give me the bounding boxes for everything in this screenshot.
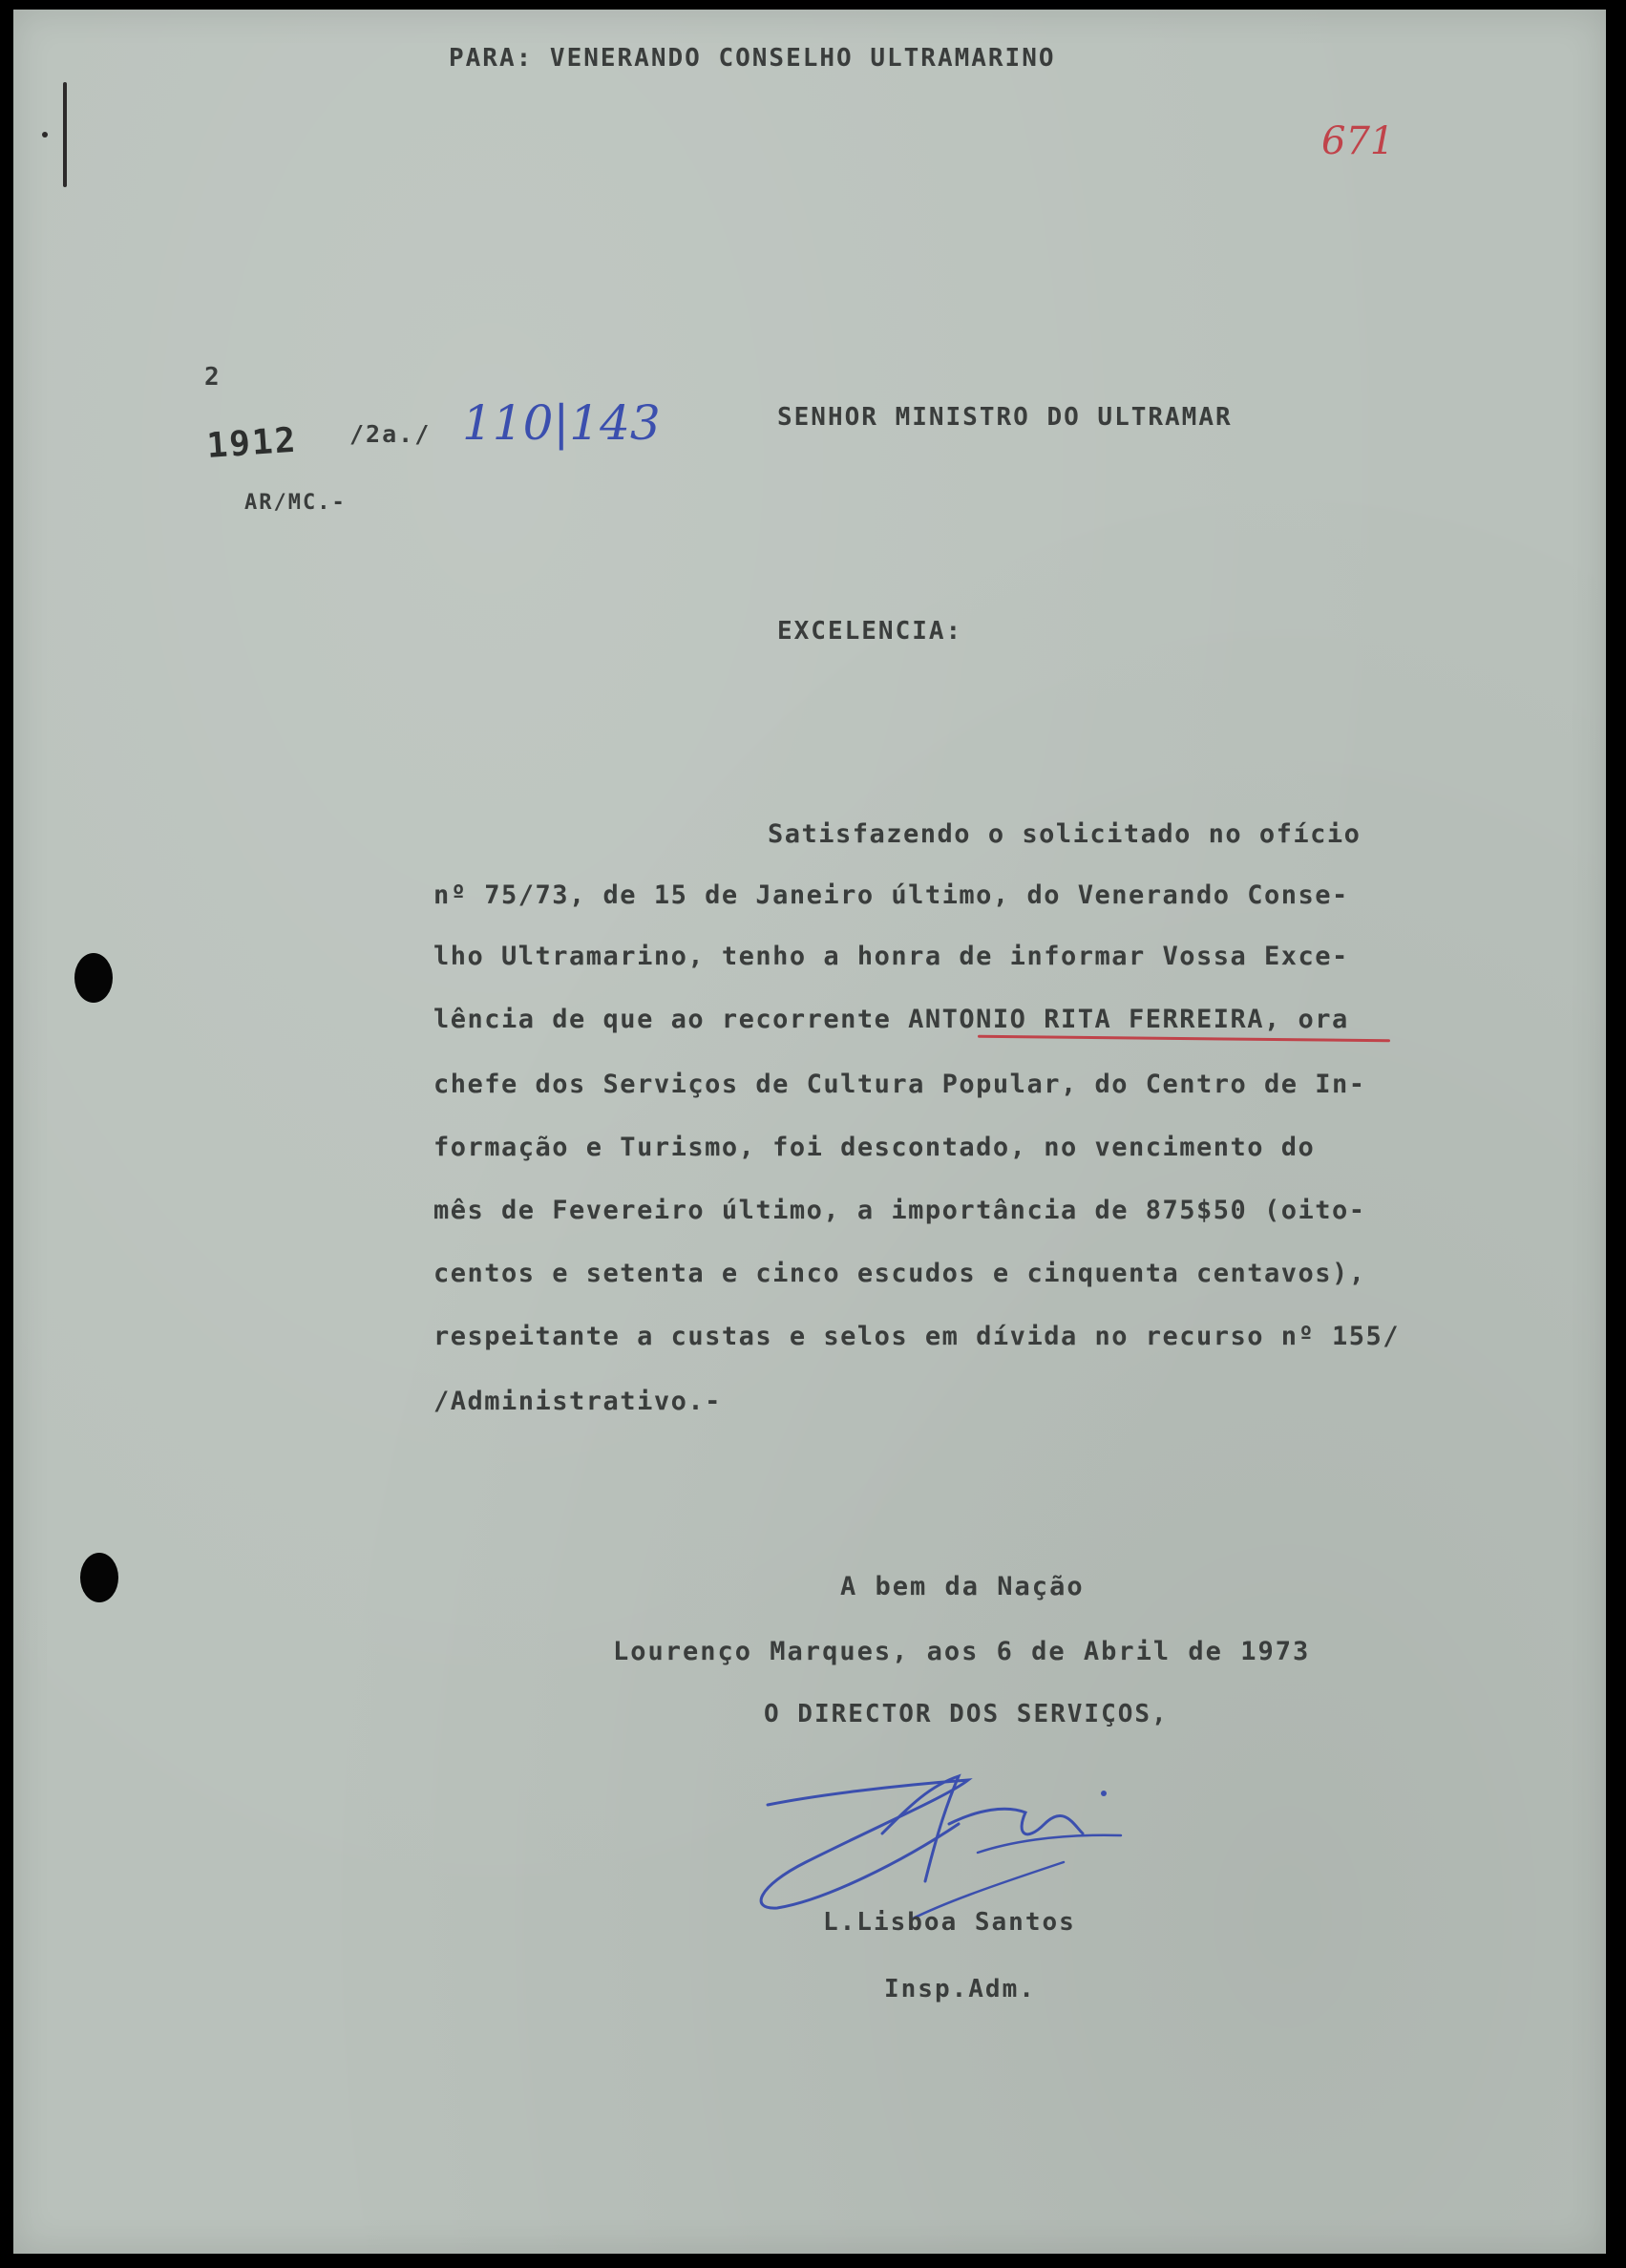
closing-formula: A bem da Nação [840,1572,1085,1601]
body-line: Satisfazendo o solicitado no ofício [768,819,1362,849]
margin-bracket-mark [63,82,67,187]
margin-dot-mark [42,132,48,138]
page-number: 2 [204,363,222,392]
reference-handwritten-code: 110|143 [462,395,661,451]
body-line: respeitante a custas e selos em dívida no recurso nº 155/ [433,1322,1401,1351]
document-sheet [13,10,1606,2254]
body-line: /Administrativo.- [433,1387,722,1416]
addressee-header: PARA: VENERANDO CONSELHO ULTRAMARINO [449,44,1056,73]
body-line: lho Ultramarino, tenho a honra de informar Vossa Exce- [433,942,1349,971]
closing-place-date: Lourenço Marques, aos 6 de Abril de 1973 [613,1637,1311,1666]
body-line: lência de que ao recorrente ANTONIO RITA FERREIRA, ora [433,1005,1349,1034]
signatory-name: L.Lisboa Santos [823,1908,1076,1937]
body-line: formação e Turismo, foi descontado, no vencimento do [433,1133,1316,1162]
body-line: centos e setenta e cinco escudos e cinquenta centavos), [433,1259,1366,1288]
reference-initials: AR/MC.- [244,491,347,515]
body-paragraph [433,821,1522,1452]
closing-title: O DIRECTOR DOS SERVIÇOS, [764,1700,1169,1728]
reference-number: 1912 [205,420,299,466]
name-red-underline [978,1035,1390,1043]
body-line: chefe dos Serviços de Cultura Popular, do Centro de In- [433,1070,1366,1099]
body-line: mês de Fevereiro último, a importância de 875$50 (oito- [433,1196,1366,1225]
signatory-role: Insp.Adm. [884,1975,1036,2003]
folio-number: 671 [1321,119,1395,163]
reference-section: /2a./ [349,420,432,448]
punch-hole-upper [74,953,113,1003]
recipient-line: SENHOR MINISTRO DO ULTRAMAR [777,403,1233,432]
punch-hole-lower [80,1553,118,1602]
body-line: nº 75/73, de 15 de Janeiro último, do Venerando Conse- [433,880,1349,910]
salutation: EXCELENCIA: [777,617,963,646]
